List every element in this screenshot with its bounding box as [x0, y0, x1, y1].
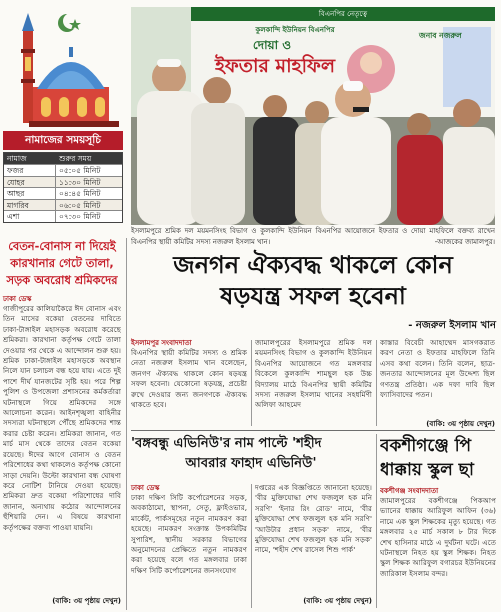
prayer-name: যোহর	[4, 177, 56, 188]
prayer-name: এশা	[4, 211, 56, 222]
right-headline-line2: ধাক্কায় স্কুল ছা	[380, 460, 474, 480]
right-headline-line1: বকশীগঞ্জে পি	[380, 436, 472, 456]
prayer-time: ০৫:০৫ মিনিট	[59, 166, 101, 175]
main-headline-line1: জনগন ঐক্যবদ্ধ থাকলে কোন	[173, 251, 453, 279]
section-divider	[131, 430, 495, 431]
right-body: জামালপুরের বকশীগঞ্জে পিকআপ ভ্যানের ধাক্কায় আরিফুল আফিন (৩৬) নামে এক স্কুল শিক্ষকের মৃত্যু হয়েছে। গত মঙ্গলবার ২৫ মার্চ সকাল ৮ টার দিকে শেখ হাসিনার মাঠে এ দুর্ঘটনা ঘটে। এতে ঘটনাস্থলে নিহত হয় স্কুল শিক্ষক। নিহত স্কুল শিক্ষক আরিফুল বগারচর ইউনিয়নের জারিকাল ইসলাম বন্দর।	[380, 496, 496, 578]
banner-line1: বিএনপির নেতৃত্বে	[318, 10, 368, 18]
column-divider	[251, 340, 252, 426]
prayer-time: ১১:৩০ মিনিট	[59, 177, 101, 187]
prayer-time: ০৬:০৫ মিনিট	[59, 200, 101, 210]
photo-credit: -আজকের জামালপুর।	[434, 237, 495, 246]
prayer-name: ফজর	[4, 165, 56, 176]
prayer-heading: নামাজের সময়সূচি	[3, 131, 123, 150]
left-story-dateline: ঢাকা ডেস্ক	[3, 295, 32, 303]
banner-title-b: ইফতার মাহফিল	[214, 55, 336, 77]
bottom-continuation: (বাকি: ৩য় পৃষ্ঠায় দেখুন)	[303, 597, 372, 605]
prayer-name: আছর	[4, 188, 56, 199]
prayer-row	[4, 187, 122, 199]
main-story-col1	[131, 338, 247, 428]
main-story-col2	[255, 338, 372, 428]
prayer-row	[4, 210, 122, 222]
prayer-row	[4, 176, 122, 188]
left-story	[3, 238, 121, 610]
prayer-name: মাগরিব	[4, 200, 56, 211]
main-story-col3	[380, 338, 495, 428]
bottom-story-headline	[131, 434, 371, 476]
prayer-col-name: নামাজ	[7, 154, 27, 163]
prayer-row	[4, 199, 122, 211]
main-col2-text: জামালপুরের ইসলামপুরে শ্রমিক দল ময়মনসিংহ বিভাগ ও কুলকান্দি ইউনিয়ন বিএনপির আয়োজনে গত মঙ্গলবার বিকেলে কুলকান্দি শামছুল হক উচ্চ বিদ্যালয় মাঠে বিএনপির স্থায়ী কমিটির সদস্য নজরুল ইসলাম খানের সহধর্মিণী অলিফা আহমেদ	[255, 338, 372, 410]
bottom-headline-line1: 'বঙ্গবন্ধু এভিনিউ'র নাম পাল্টে 'শহীদ	[131, 436, 322, 451]
main-col1-text: বিএনপির স্থায়ী কমিটির সদস্য ও শ্রমিক নেতা নজরুল ইসলাম খান বলেছেন, জনগণ ঐক্যবদ্ধ থাকলে কোন ষড়যন্ত্র সফল হবেনা। যেকোনো ষড়যন্ত্র, প্রচেষ্টা রুখে দেওয়ার জন্য জনগণকে ঐক্যবদ্ধ থাকতে হবে।	[131, 348, 247, 410]
prayer-time: ০৭:৩০ মিনিট	[59, 212, 101, 221]
news-photo	[131, 7, 495, 225]
bottom-dateline: ঢাকা ডেস্ক	[131, 484, 160, 492]
right-story	[380, 434, 501, 610]
bottom-story-col2	[255, 483, 372, 609]
main-continuation: (বাকি: ৩য় পৃষ্ঠায় দেখুন)	[426, 420, 495, 428]
bottom-col1-text: ঢাকা দক্ষিণ সিটি কর্পোরেশনের সড়ক, অবকাঠামো, স্থাপনা, সেতু, ফ্লাইওভার, মার্কেট, পার্কসমূহের নতুন নামকরণ করা হয়েছে। নামকরণ সংক্রান্ত উপকমিটির সুপারিশ, স্থানীয় সরকার বিভাগের অনুমোদনের প্রেক্ষিতে নতুন নামকরণ করা হয়েছে বলে গত মঙ্গলবার ঢাকা দক্ষিণ সিটি কর্পোরেশনের জনসংযোগ	[131, 493, 247, 575]
column-divider	[376, 434, 377, 608]
main-dateline: ইসলামপুর সংবাদদাতা	[131, 339, 192, 347]
prayer-time: ০৪:৪৫ মিনিট	[59, 189, 101, 198]
main-byline: - নজরুল ইসলাম খান	[408, 320, 496, 331]
photo-caption	[131, 226, 495, 248]
left-story-body: গাজীপুরের কালিয়াকৈরে ঈদ বোনাস এবং তিন মাসের বকেয়া বেতনের দাবিতে ঢাকা-টাঙ্গাইল মহাসড়ক অবরোধ করেছে শ্রমিকরা। কারখানা কর্তৃপক্ষ গেটে তালা দেওয়ার পর থেকে এ আন্দোলন শুরু হয়। শ্রমিক ঢাকা-টাঙ্গাইল মহাসড়কে অবস্থান নিলে যান চলাচল বন্ধ হয়ে যায়। এতে দুই পাশে দীর্ঘ যানজটের সৃষ্টি হয়। পরে শিল্প পুলিশ ও উপজেলা প্রশাসনের কর্মকর্তারা ঘটনাস্থলে গিয়ে শ্রমিকদের সঙ্গে আলোচনা করেন। আইনশৃঙ্খলা বাহিনীর সদস্যরা ঘটনাস্থলে পৌঁছে শ্রমিকদের শান্ত করার চেষ্টা করেন। শ্রমিকরা জানান, গত মার্চ মাস থেকে তাদের বেতন বকেয়া রয়েছে। ঈদের আগে বোনাস ও বেতন পরিশোধের কথা থাকলেও কর্তৃপক্ষ কোনো সাড়া দেয়নি। উল্টো কারখানা বন্ধ ঘোষণা করে নোটিশ টানিয়ে দেওয়া হয়েছে। শ্রমিকরা দ্রুত বকেয়া পরিশোধের দাবি জানান, অন্যথায় কঠোর আন্দোলনের হুঁশিয়ারি দেন। এ বিষয়ে কারখানা কর্তৃপক্ষের বক্তব্য পাওয়া যায়নি।	[3, 304, 121, 532]
prayer-sidebar	[3, 7, 123, 235]
mosque-illustration	[3, 7, 123, 129]
banner-title-a: দোয়া ও	[252, 38, 292, 52]
left-story-headline: বেতন-বোনাস না দিয়েই কারখানার গেটে তালা, সড়ক অবরোধ শ্রমিকদের	[6, 239, 118, 287]
left-story-continuation: (বাকি: ৩য় পৃষ্ঠায় দেখুন)	[52, 597, 121, 605]
banner-line2: কুলকান্দি ইউনিয়ন বিএনপির	[255, 26, 335, 34]
bottom-story-col1	[131, 483, 247, 609]
prayer-col-time: শুরুর সময়	[59, 154, 92, 163]
right-dateline: বকশীগঞ্জ সংবাদদাতা	[380, 487, 439, 495]
prayer-table	[3, 152, 123, 223]
banner-right: জনাব নজরুল	[419, 31, 462, 40]
column-divider	[376, 340, 377, 426]
main-headline-line2: ষড়যন্ত্র সফল হবেনা	[220, 282, 406, 310]
bottom-headline-line2: আবরার ফাহাদ এভিনিউ'	[185, 456, 317, 471]
column-divider	[251, 484, 252, 608]
column-divider	[126, 238, 127, 610]
photo-caption-text: ইসলামপুরে শ্রমিক দল ময়মনসিংহ বিভাগ ও কুলকান্দি ইউনিয়ন বিএনপির আয়োজনে ইফতার ও দোয়া মাহফিলে বক্তব্য রাখেন বিএনপির স্থায়ী কমিটির সদস্য নজরুল ইসলাম খান।	[131, 227, 495, 246]
prayer-row	[4, 164, 122, 176]
bottom-col2-text: দপ্তরের এক বিজ্ঞপ্তিতে জানানো হয়েছে। 'বীর মুক্তিযোদ্ধা শেখ ফজলুল হক মনি সরণি' 'ইনার রিং রোড' নামে, 'বীর মুক্তিযোদ্ধা শেখ ফজলুল হক মনি সরণি' 'আউটার প্রধান সড়ক' নামে, 'বীর মুক্তিযোদ্ধা শেখ ফজলুল হক মনি সড়ক' নামে, 'শহীদ শেখ রাসেল শিশু পার্ক'	[255, 483, 372, 555]
main-col3-text: কাস্তার বিবেচী আহাম্মেদ মাসগকরাত করণ নেতা ও ইফতার মাহফিলে তিনি এসব কথা বলেন। তিনি বলেন, ছাত্র-জনতার আন্দোলনের মূল উদ্দেশ্য ছিল গণতন্ত্র প্রতিষ্ঠা। এক দফা দাবি ছিল ফ্যাসিবাদের পতন।	[380, 338, 495, 400]
